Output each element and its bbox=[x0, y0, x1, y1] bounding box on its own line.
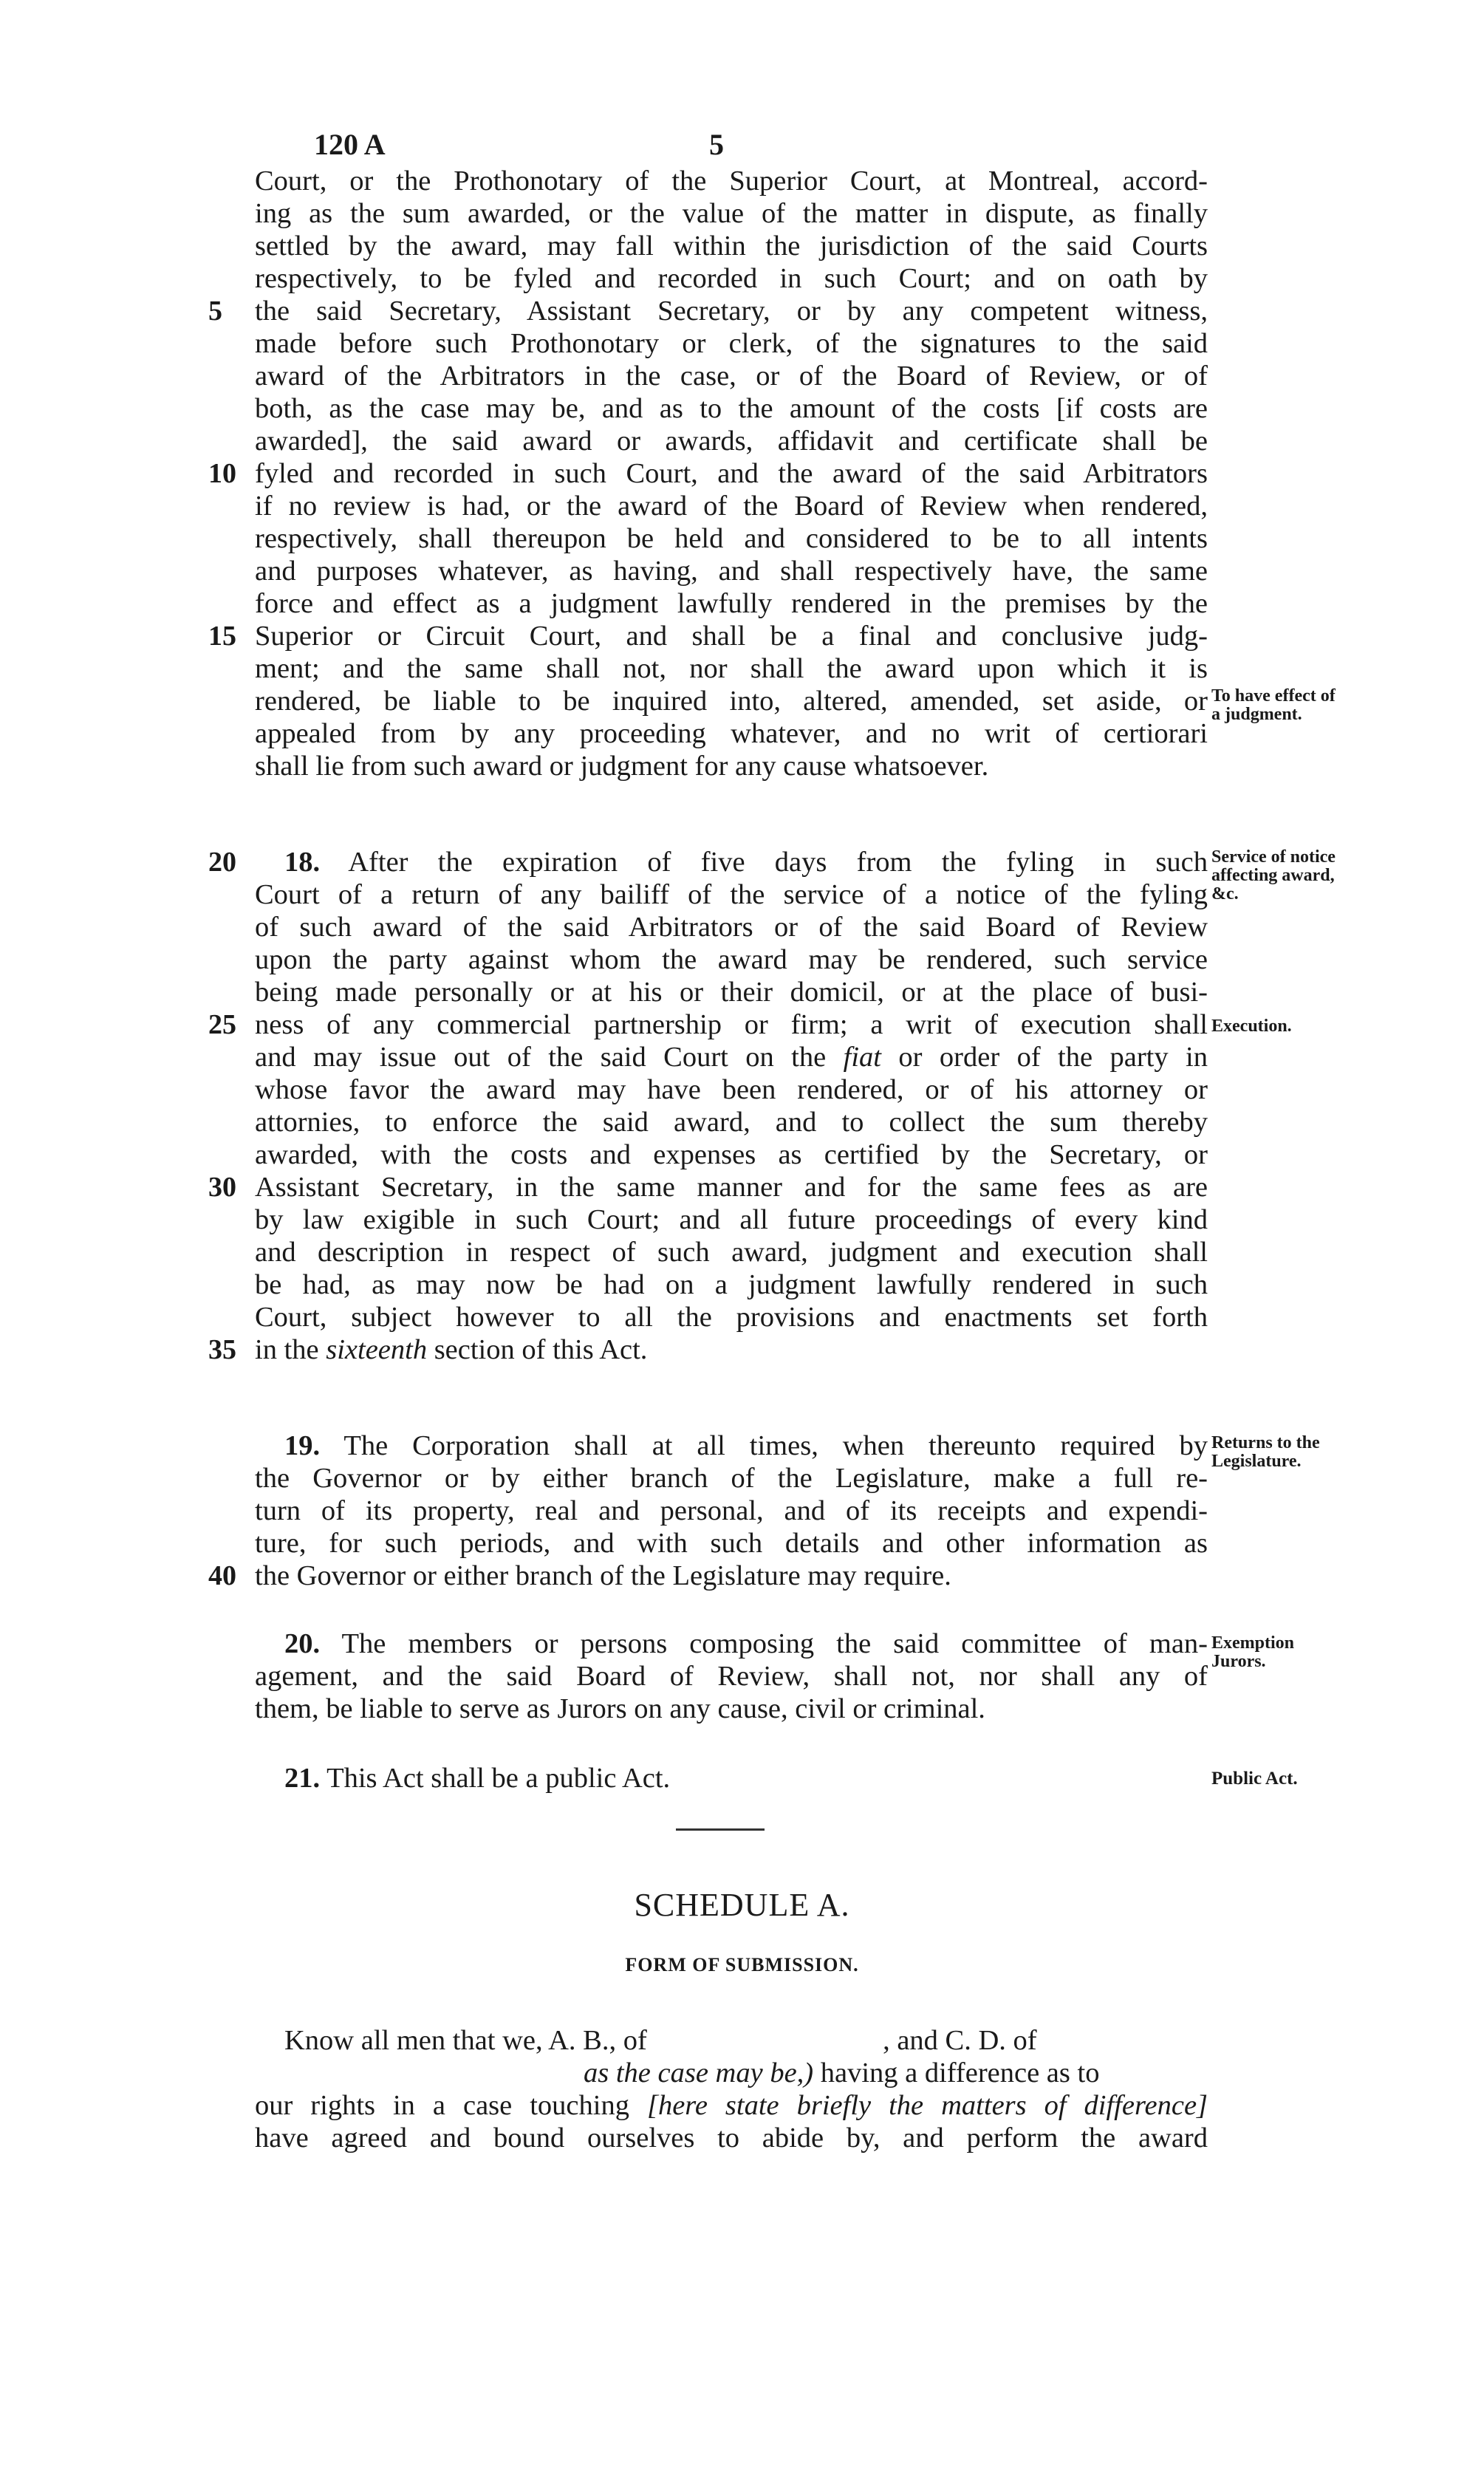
text-line: whose favor the award may have been rendered, or of his attorney or bbox=[255, 1074, 1208, 1105]
schedule-subtitle: FORM OF SUBMISSION. bbox=[625, 1954, 859, 1975]
margin-note-service: Service of notice affecting award, &c. bbox=[1211, 847, 1336, 904]
page-number: 5 bbox=[709, 128, 724, 161]
section-21-line bbox=[284, 1762, 1208, 1794]
section-19-first-line bbox=[284, 1430, 1208, 1462]
text-line: of such award of the said Arbitrators or of the said Board of Review bbox=[255, 912, 1208, 943]
text-fragment-italic: sixteenth bbox=[326, 1334, 428, 1365]
line-number: 5 bbox=[208, 296, 222, 327]
text-line: award of the Arbitrators in the case, or of the Board of Review, or of bbox=[255, 361, 1208, 392]
text-line: Assistant Secretary, in the same manner and for the same fees as are bbox=[255, 1172, 1208, 1203]
schedule-line bbox=[284, 2024, 1208, 2057]
text-line: turn of its property, real and personal, and of its receipts and expendi- bbox=[255, 1495, 1208, 1526]
text-line: being made personally or at his or their domicil, or at the place of busi- bbox=[255, 977, 1208, 1008]
section-number: 20. bbox=[284, 1628, 321, 1659]
text-fragment: or order of the party in bbox=[898, 1042, 1208, 1073]
text-line: fyled and recorded in such Court, and the award of the said Arbitrators bbox=[255, 458, 1208, 489]
text-line: ing as the sum awarded, or the value of the matter in dispute, as finally bbox=[255, 198, 1208, 229]
text-fragment: in the bbox=[255, 1334, 319, 1365]
text-line: and description in respect of such award, judgment and execution shall bbox=[255, 1237, 1208, 1268]
text-fragment: Know all men that we, A. B., of bbox=[284, 2025, 647, 2056]
section-number: 18. bbox=[284, 847, 321, 878]
text-line bbox=[255, 1333, 1208, 1366]
schedule-line: have agreed and bound ourselves to abide by, and perform the award bbox=[255, 2122, 1208, 2154]
text-line: agement, and the said Board of Review, shall not, nor shall any of bbox=[255, 1661, 1208, 1692]
section-18-first-line bbox=[284, 846, 1208, 878]
text-fragment: The Corporation shall at all times, when thereunto required by bbox=[343, 1430, 1208, 1461]
schedule-line bbox=[255, 2089, 1208, 2122]
text-line: be had, as may now be had on a judgment lawfully rendered in such bbox=[255, 1269, 1208, 1300]
section-20-first-line bbox=[284, 1628, 1208, 1660]
text-line: Court, or the Prothonotary of the Superior Court, at Montreal, accord- bbox=[255, 165, 1208, 197]
text-line: respectively, shall thereupon be held and considered to be to all intents bbox=[255, 523, 1208, 554]
margin-note-execution: Execution. bbox=[1211, 1017, 1292, 1036]
schedule-line bbox=[584, 2057, 1208, 2089]
line-number: 20 bbox=[208, 847, 236, 878]
text-line: Court, subject however to all the provisions and enactments set forth bbox=[255, 1302, 1208, 1333]
text-line: made before such Prothonotary or clerk, of the signatures to the said bbox=[255, 328, 1208, 359]
text-line bbox=[255, 1041, 1208, 1073]
line-number: 40 bbox=[208, 1560, 236, 1591]
text-fragment: our rights in a case touching bbox=[255, 2090, 629, 2121]
schedule-title: SCHEDULE A. bbox=[634, 1887, 850, 1923]
text-line: by law exigible in such Court; and all future proceedings of every kind bbox=[255, 1204, 1208, 1235]
text-line: both, as the case may be, and as to the amount of the costs [if costs are bbox=[255, 393, 1208, 424]
text-fragment-italic: fiat bbox=[843, 1042, 881, 1073]
line-number: 15 bbox=[208, 621, 236, 652]
text-fragment: , and C. D. of bbox=[883, 2025, 1037, 2056]
text-fragment: appealed from by any proceeding whatever, and no writ of certiorari bbox=[255, 718, 1208, 749]
text-line: Court of a return of any bailiff of the service of a notice of the fyling bbox=[255, 879, 1208, 910]
text-line: settled by the award, may fall within the jurisdiction of the said Courts bbox=[255, 230, 1208, 262]
text-line: rendered, be liable to be inquired into, altered, amended, set aside, or bbox=[255, 686, 1208, 717]
text-line: and purposes whatever, as having, and shall respectively have, the same bbox=[255, 556, 1208, 587]
text-fragment: This Act shall be a public Act. bbox=[326, 1763, 671, 1794]
text-line: shall lie from such award or judgment for any cause whatsoever. bbox=[255, 751, 989, 782]
text-fragment: The members or persons composing the said committee of man- bbox=[341, 1628, 1208, 1659]
section-divider bbox=[676, 1828, 765, 1831]
text-line bbox=[255, 717, 1208, 750]
text-fragment: section of this Act. bbox=[434, 1334, 648, 1365]
text-line: Superior or Circuit Court, and shall be a final and conclusive judg- bbox=[255, 621, 1208, 652]
line-number: 25 bbox=[208, 1009, 236, 1040]
line-number: 35 bbox=[208, 1334, 236, 1365]
section-number: 19. bbox=[284, 1430, 321, 1461]
margin-note-exemption: Exemption Jurors. bbox=[1211, 1633, 1295, 1671]
text-line: awarded], the said award or awards, affidavit and certificate shall be bbox=[255, 426, 1208, 457]
text-line: ture, for such periods, and with such details and other information as bbox=[255, 1528, 1208, 1559]
text-line: ment; and the same shall not, nor shall the award upon which it is bbox=[255, 653, 1208, 684]
section-number: 21. bbox=[284, 1763, 321, 1794]
text-line: awarded, with the costs and expenses as certified by the Secretary, or bbox=[255, 1139, 1208, 1170]
margin-note-effect: To have effect of a judgment. bbox=[1211, 686, 1336, 724]
line-number: 30 bbox=[208, 1172, 236, 1203]
text-line: ness of any commercial partnership or firm; a writ of execution shall bbox=[255, 1009, 1208, 1040]
text-line: if no review is had, or the award of the Board of Review when rendered, bbox=[255, 491, 1208, 522]
text-line: respectively, to be fyled and recorded in such Court; and on oath by bbox=[255, 263, 1208, 294]
text-line: the said Secretary, Assistant Secretary, or by any competent witness, bbox=[255, 296, 1208, 327]
text-fragment: After the expiration of five days from the fyling in such bbox=[348, 847, 1208, 878]
text-line: upon the party against whom the award may be rendered, such service bbox=[255, 944, 1208, 975]
text-line: them, be liable to serve as Jurors on any cause, civil or criminal. bbox=[255, 1693, 985, 1724]
text-line: the Governor or either branch of the Legislature may require. bbox=[255, 1560, 951, 1591]
margin-note-returns: Returns to the Legislature. bbox=[1211, 1433, 1320, 1471]
margin-note-public: Public Act. bbox=[1211, 1769, 1298, 1789]
text-fragment-italic: [here state briefly the matters of difference] bbox=[646, 2090, 1208, 2121]
text-fragment: and may issue out of the said Court on the bbox=[255, 1042, 827, 1073]
page-header-bill-number: 120 A bbox=[314, 128, 386, 161]
text-fragment-italic: as the case may be,) bbox=[584, 2057, 814, 2088]
text-line: the Governor or by either branch of the Legislature, make a full re- bbox=[255, 1463, 1208, 1494]
text-fragment: having a difference as to bbox=[820, 2057, 1100, 2088]
text-line: force and effect as a judgment lawfully rendered in the premises by the bbox=[255, 588, 1208, 619]
line-number: 10 bbox=[208, 458, 236, 489]
text-line: attornies, to enforce the said award, and to collect the sum thereby bbox=[255, 1107, 1208, 1138]
